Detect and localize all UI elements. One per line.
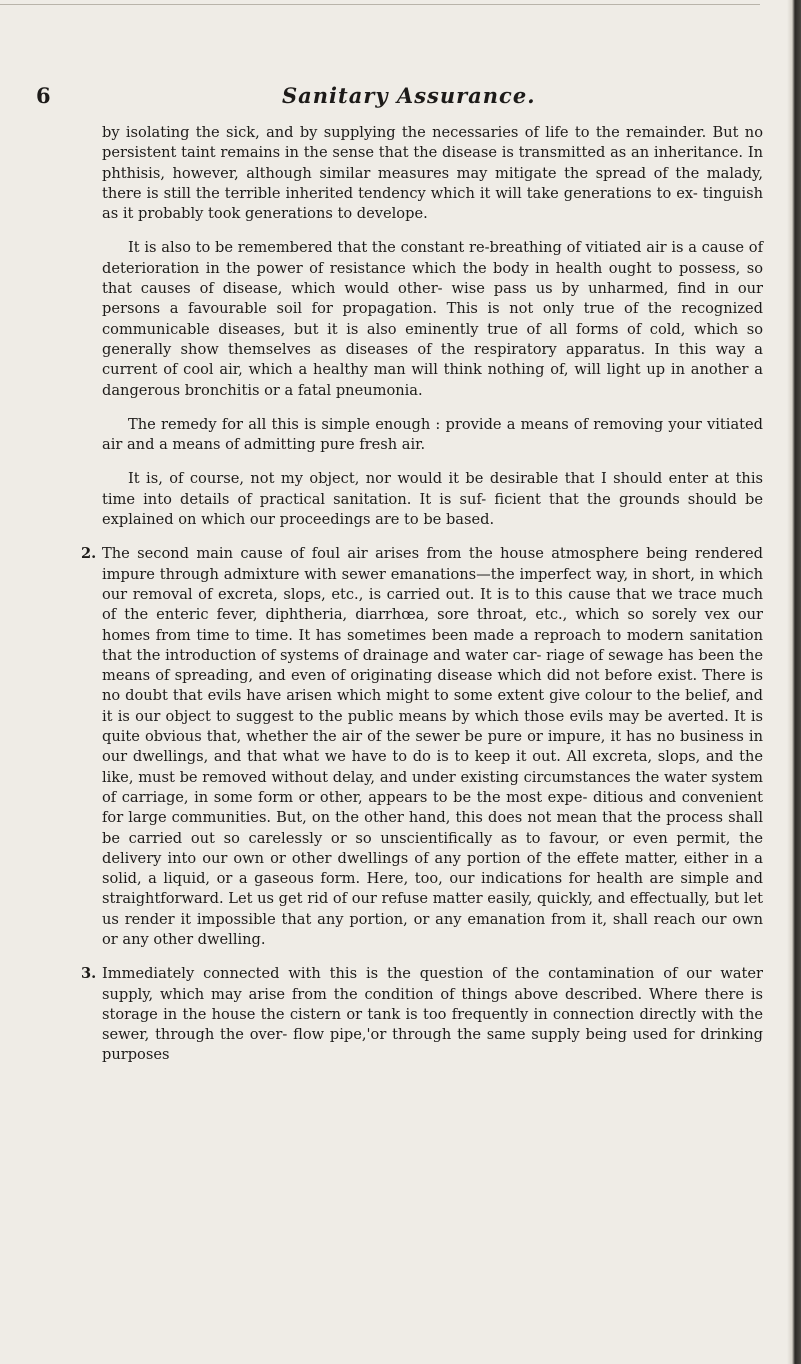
body-text [81,123,763,1066]
page-binding-edge [787,0,801,1364]
numbered-paragraph-2 [81,544,763,950]
paragraph-1 [102,123,763,224]
paragraph-number: 2. [81,545,97,563]
paragraph-text: It is, of course, not my object, nor would it be desirable that I should enter at this time into details of practical sanitation. It is suf- ficient that the grounds should be explained on which our proceedings are to be based. [102,470,763,529]
paragraph-number: 3. [81,965,97,983]
paragraph-4 [102,469,763,530]
running-head: Sanitary Assurance. [282,83,536,108]
numbered-paragraph-3 [81,964,763,1065]
paragraph-text: Immediately connected with this is the question of the contamination of our water supply, which may arise from the condition of things above described. Where there is storage in the house the cistern or tank is too frequently in connection directly with the sewer, through the over- flow pipe,'or through the same supply being used for drinking purposes [102,965,763,1064]
paragraph-2 [102,238,763,400]
paragraph-text: The remedy for all this is simple enough : provide a means of removing your vitiated air and a means of admitting pure fresh air. [102,415,763,454]
paragraph-3 [102,415,763,456]
page-number: 6 [36,83,52,108]
paragraph-text: It is also to be remembered that the constant re-breathing of vitiated air is a cause of deterioration in the power of resistance which the body in health ought to possess, so that causes of disease, which would other- wise pass us by unharmed, find in our persons a favourable soil for propagation. This is not only true of the recognized communicable diseases, but it is also eminently true of all forms of cold, which so generally show themselves as diseases of the respiratory apparatus. In this way a current of cool air, which a healthy man will think nothing of, will light up in another a dangerous bronchitis or a fatal pneumonia. [102,239,763,399]
paragraph-text: by isolating the sick, and by supplying the necessaries of life to the remainder. But no persistent taint remains in the sense that the disease is transmitted as an inheritance. In phthisis, however, although similar measures may mitigate the spread of the malady, there is still the terrible inherited tendency which it will take generations to ex- tinguish as it probably took generations to develope. [102,124,763,223]
top-edge-rule [0,4,760,5]
paragraph-text: The second main cause of foul air arises from the house atmosphere being rendered impure through admixture with sewer emanations—the imperfect way, in short, in which our removal of excreta, slops, etc., is carried out. It is to this cause that we trace much of the enteric fever, diphtheria, diarrhœa, sore throat, etc., which so sorely vex our homes from time to time. It has sometimes been made a reproach to modern sanitation that the introduction of systems of drainage and water car- riage of sewage has been the means of spreading, and even of originating disease which did not before exist. There is no doubt that evils have arisen which might to some extent give colour to the belief, and it is our object to suggest to the public means by which those evils may be averted. It is quite obvious that, whether the air of the sewer be pure or impure, it has no business in our dwellings, and that what we have to do is to keep it out. All excreta, slops, and the like, must be removed without delay, and under existing circumstances the water system of carriage, in some form or other, appears to be the most expe- ditious and convenient for large communities. But, on the other hand, this does not mean that the process shall be carried out so carelessly or so unscientifically as to favour, or even permit, the delivery into our own or other dwellings of any portion of the effete matter, either in a solid, a liquid, or a gaseous form. Here, too, our indications for health are simple and straightforward. Let us get rid of our refuse matter easily, quickly, and effectually, but let us render it impossible that any portion, or any emanation from it, shall reach our own or any other dwelling. [102,545,763,948]
